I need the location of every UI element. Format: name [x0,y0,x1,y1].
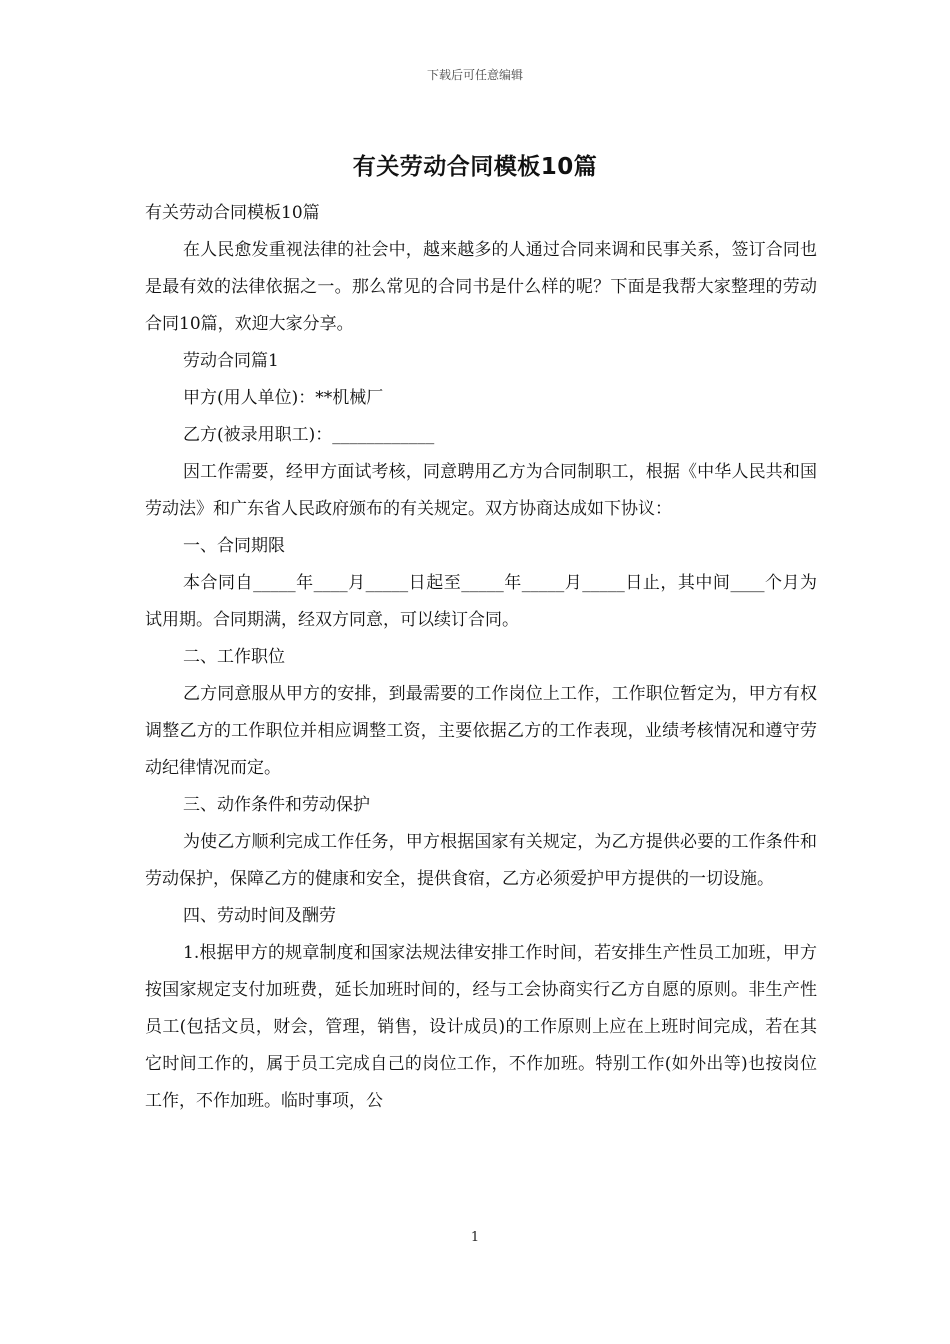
header-note: 下载后可任意编辑 [426,68,523,82]
paragraph: 乙方同意服从甲方的安排，到最需要的工作岗位上工作，工作职位暂定为，甲方有权调整乙方的工作职位并相应调整工资，主要依据乙方的工作表现，业绩考核情况和遵守劳动纪律情况而定。 [145,684,817,778]
document-title: 有关劳动合同模板10篇 [352,154,598,180]
paragraph: 在人民愈发重视法律的社会中，越来越多的人通过合同来调和民事关系，签订合同也是最有效的法律依据之一。那么常见的合同书是什么样的呢？下面是我帮大家整理的劳动合同10篇，欢迎大家分享。 [145,240,817,334]
paragraph: 1.根据甲方的规章制度和国家法规法律安排工作时间，若安排生产性员工加班，甲方按国家规定支付加班费，延长加班时间的，经与工会协商实行乙方自愿的原则。非生产性员工(包括文员，财会，管理，销售，设计成员)的工作原则上应在上班时间完成，若在其它时间工作的，属于员工完成自己的岗位工作，不作加班。特别工作(如外出等)也按岗位工作，不作加班。临时事项，公 [145,943,817,1111]
document-body [145,195,817,1120]
section-heading: 二、工作职位 [183,647,285,667]
section-heading: 三、动作条件和劳动保护 [183,795,370,815]
party-a-line: 甲方(用人单位)：**机械厂 [183,388,384,408]
section-heading: 四、劳动时间及酬劳 [183,906,336,926]
paragraph: 为使乙方顺利完成工作任务，甲方根据国家有关规定，为乙方提供必要的工作条件和劳动保护，保障乙方的健康和安全，提供食宿，乙方必须爱护甲方提供的一切设施。 [145,832,817,889]
page-number: 1 [470,1230,480,1245]
paragraph: 因工作需要，经甲方面试考核，同意聘用乙方为合同制职工，根据《中华人民共和国劳动法》和广东省人民政府颁布的有关规定。双方协商达成如下协议： [145,462,817,519]
section-heading: 一、合同期限 [183,536,285,556]
paragraph: 有关劳动合同模板10篇 [145,203,320,223]
paragraph: 本合同自_____年____月_____日起至_____年_____月_____日止，其中间____个月为试用期。合同期满，经双方同意，可以续订合同。 [145,573,817,630]
party-b-line: 乙方(被录用职工)：____________ [183,425,435,445]
section-heading: 劳动合同篇1 [183,351,279,371]
